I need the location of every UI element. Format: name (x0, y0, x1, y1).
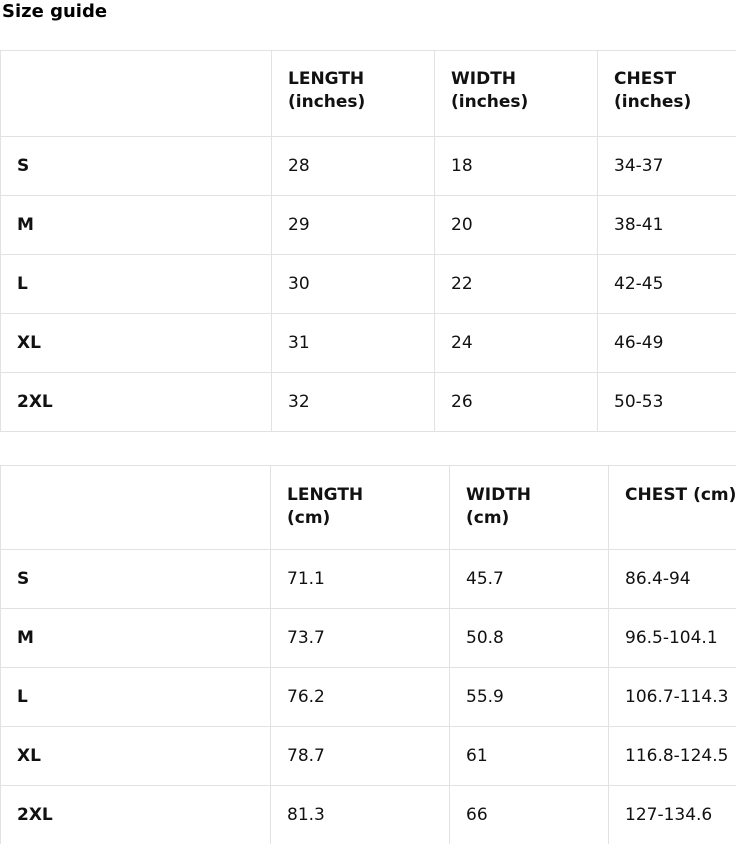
chest-value: 86.4-94 (609, 550, 736, 609)
table-row-l (1, 668, 736, 727)
page-title: Size guide (2, 1, 108, 22)
width-value: 20 (435, 196, 598, 255)
size-table-inches-wrap (0, 50, 736, 432)
width-value: 50.8 (450, 609, 609, 668)
chest-value: 116.8-124.5 (609, 727, 736, 786)
header-width-cm (450, 466, 609, 550)
size-table-cm (0, 465, 736, 844)
header-length-inches-unit: (inches) (288, 92, 366, 112)
width-value: 45.7 (450, 550, 609, 609)
size-table-inches (0, 50, 736, 432)
width-value: 55.9 (450, 668, 609, 727)
length-value: 31 (272, 314, 435, 373)
size-label: S (1, 550, 271, 609)
header-chest-cm-label: CHEST (625, 485, 688, 505)
length-value: 73.7 (271, 609, 450, 668)
length-value: 32 (272, 373, 435, 432)
size-label: L (1, 255, 272, 314)
header-chest-inches-label: CHEST (614, 69, 677, 89)
width-value: 18 (435, 137, 598, 196)
chest-value: 96.5-104.1 (609, 609, 736, 668)
table-row-l (1, 255, 736, 314)
header-length-cm (271, 466, 450, 550)
chest-value: 38-41 (598, 196, 736, 255)
width-value: 24 (435, 314, 598, 373)
table-row-2xl (1, 786, 736, 844)
length-value: 71.1 (271, 550, 450, 609)
length-value: 29 (272, 196, 435, 255)
chest-value: 50-53 (598, 373, 736, 432)
table-row-2xl (1, 373, 736, 432)
header-width-cm-label: WIDTH (466, 485, 532, 505)
size-table-cm-wrap (0, 465, 736, 844)
table-row-m (1, 609, 736, 668)
header-chest-cm-unit: (cm) (693, 485, 736, 505)
length-value: 28 (272, 137, 435, 196)
table-row-s (1, 137, 736, 196)
header-width-cm-unit: (cm) (466, 508, 510, 528)
table-row-m (1, 196, 736, 255)
header-width-inches-label: WIDTH (451, 69, 517, 89)
chest-value: 46-49 (598, 314, 736, 373)
size-label: XL (1, 314, 272, 373)
width-value: 66 (450, 786, 609, 844)
header-chest-cm (609, 466, 736, 550)
header-chest-inches (598, 51, 736, 137)
size-label: M (1, 196, 272, 255)
chest-value: 34-37 (598, 137, 736, 196)
header-length-inches-label: LENGTH (288, 69, 365, 89)
header-length-cm-unit: (cm) (287, 508, 331, 528)
chest-value: 127-134.6 (609, 786, 736, 844)
width-value: 26 (435, 373, 598, 432)
size-label: L (1, 668, 271, 727)
length-value: 78.7 (271, 727, 450, 786)
length-value: 81.3 (271, 786, 450, 844)
size-label: M (1, 609, 271, 668)
size-label: 2XL (1, 373, 272, 432)
width-value: 22 (435, 255, 598, 314)
size-label: XL (1, 727, 271, 786)
length-value: 76.2 (271, 668, 450, 727)
header-length-inches (272, 51, 435, 137)
size-label: 2XL (1, 786, 271, 844)
width-value: 61 (450, 727, 609, 786)
length-value: 30 (272, 255, 435, 314)
header-row (1, 466, 736, 550)
header-size-blank (1, 51, 272, 137)
table-row-s (1, 550, 736, 609)
header-row (1, 51, 736, 137)
header-size-blank (1, 466, 271, 550)
header-length-cm-label: LENGTH (287, 485, 364, 505)
header-width-inches-unit: (inches) (451, 92, 529, 112)
table-row-xl (1, 727, 736, 786)
header-chest-inches-unit: (inches) (614, 92, 692, 112)
table-row-xl (1, 314, 736, 373)
chest-value: 106.7-114.3 (609, 668, 736, 727)
header-width-inches (435, 51, 598, 137)
size-label: S (1, 137, 272, 196)
chest-value: 42-45 (598, 255, 736, 314)
